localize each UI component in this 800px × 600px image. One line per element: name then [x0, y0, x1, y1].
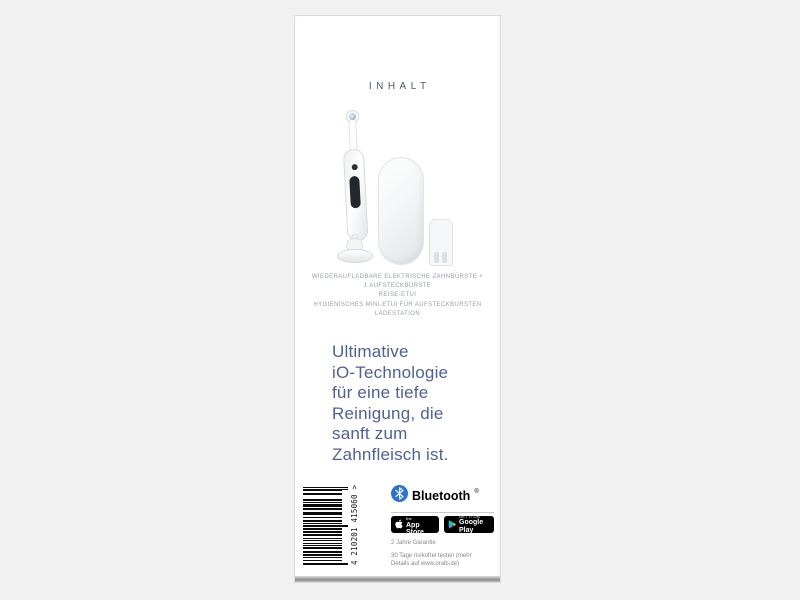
- google-play-badge-bottom-text: Google Play: [459, 519, 484, 534]
- apple-icon: [395, 516, 403, 534]
- contents-list: [295, 273, 500, 319]
- barcode: [303, 484, 369, 567]
- spare-brush-head: [442, 252, 447, 263]
- app-store-badge: [391, 511, 439, 536]
- trial-text: [391, 553, 472, 568]
- headline-line: für eine tiefe: [332, 383, 429, 402]
- bluetooth-icon: [391, 485, 408, 507]
- charging-station-image: [337, 249, 373, 263]
- barcode-bars: [303, 487, 349, 565]
- contents-line: LADESTATION: [374, 310, 421, 317]
- contents-line: REISE-ETUI: [378, 292, 417, 299]
- package-back-panel: [294, 15, 501, 583]
- contents-line: HYGIENISCHES MINI-ETUI FÜR AUFSTECKBÜRSTEN: [313, 301, 482, 308]
- bluetooth-logo: [391, 485, 479, 507]
- travel-case-image: [378, 157, 424, 265]
- bluetooth-label: Bluetooth: [412, 489, 471, 503]
- inhalt-heading: INHALT: [368, 81, 431, 92]
- headline-line: sanft zum: [332, 424, 408, 443]
- headline-line: iO-Technologie: [332, 362, 449, 382]
- headline-line: Reinigung, die: [332, 403, 444, 423]
- brush-display: [349, 176, 361, 208]
- registered-mark: ®: [474, 489, 479, 495]
- spare-brush-head: [434, 252, 439, 263]
- trial-line: Details auf www.oralb.de): [391, 560, 460, 567]
- box-bottom-edge: [295, 576, 500, 582]
- contents-line: 1 AUFSTECKBÜRSTE: [363, 283, 432, 290]
- brush-bristles: [349, 113, 356, 120]
- warranty-text: 2 Jahre Garantie: [391, 540, 436, 546]
- store-badges: [391, 511, 494, 536]
- google-play-icon: [448, 516, 456, 534]
- google-play-badge: [444, 513, 494, 534]
- google-play-badge-top-text: GET IT ON: [459, 513, 480, 519]
- contents-line: WIEDERAUFLADBARE ELEKTRISCHE ZAHNBÜRSTE +: [311, 274, 484, 280]
- brush-neck: [348, 122, 357, 150]
- marketing-headline: [332, 342, 449, 465]
- headline-line: Zahnfleisch ist.: [332, 444, 449, 464]
- headline-line: Ultimative: [332, 342, 409, 361]
- app-store-badge-top-text: Download on the: [406, 511, 431, 521]
- app-store-badge-bottom-text: App Store: [406, 521, 424, 536]
- mini-case-image: [429, 219, 453, 266]
- barcode-number: 4 210201 415060 >: [350, 484, 359, 565]
- trial-line: 30 Tage risikofrei testen (mehr: [391, 553, 472, 559]
